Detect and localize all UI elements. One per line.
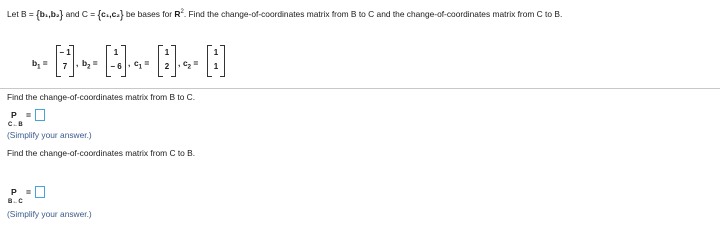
vector-b1-entry-2: 7 <box>62 62 68 71</box>
separator-comma: , <box>178 58 181 68</box>
vector-label-b1: $b_1$ = <box>32 58 48 71</box>
brace-open-icon: { <box>97 9 102 21</box>
part1-equals: = <box>26 110 32 120</box>
basis-b-set: b₁,b₂ <box>39 9 60 19</box>
column-vector-c2 <box>207 45 225 77</box>
vector-label-b2: $b_2$ = <box>82 58 98 71</box>
problem-statement <box>7 8 562 20</box>
brace-open-icon: { <box>36 9 40 21</box>
vector-b2-entry-1: 1 <box>113 48 119 57</box>
real-space-symbol: R <box>174 9 181 19</box>
column-vector-c1 <box>158 45 176 77</box>
vector-c1-entry-2: 2 <box>164 62 170 71</box>
brace-close-icon: } <box>119 9 124 21</box>
separator-comma: , <box>128 58 131 68</box>
part2-answer-input[interactable] <box>35 186 45 198</box>
separator-comma: , <box>76 58 79 68</box>
part2-equals: = <box>26 187 32 197</box>
basis-c-set: c₁,c₂ <box>101 9 120 19</box>
right-bracket-icon <box>69 45 74 77</box>
problem-bases-for: be bases for <box>126 9 173 19</box>
vector-label-c2: $c_2$ = <box>183 58 199 71</box>
part2-p-symbol: P <box>11 187 17 197</box>
brace-close-icon: } <box>59 9 64 21</box>
real-space-exponent: 2 <box>180 9 184 16</box>
problem-suffix: . Find the change-of-coordinates matrix from B to C and the change-of-coordinates matrix from C to B. <box>183 9 563 19</box>
problem-and: and C = <box>65 9 96 19</box>
section-divider <box>0 88 720 89</box>
part1-answer-input[interactable] <box>35 109 45 121</box>
part1-question: Find the change-of-coordinates matrix from B to C. <box>7 92 196 102</box>
part1-p-symbol: P <box>11 110 17 120</box>
problem-prefix: Let B = <box>7 9 34 19</box>
vector-c1-entry-1: 1 <box>164 48 170 57</box>
right-bracket-icon <box>220 45 225 77</box>
vector-c2-entry-2: 1 <box>213 62 219 71</box>
right-bracket-icon <box>121 45 126 77</box>
column-vector-b2 <box>106 45 126 77</box>
part2-subscript: B←C <box>8 199 23 205</box>
vector-label-c1: $c_1$ = <box>134 58 150 71</box>
part1-hint: (Simplify your answer.) <box>7 130 92 140</box>
vector-b2-entry-2: − 6 <box>110 62 122 71</box>
right-bracket-icon <box>171 45 176 77</box>
part2-question: Find the change-of-coordinates matrix from C to B. <box>7 148 196 158</box>
vector-c2-entry-1: 1 <box>213 48 219 57</box>
part1-subscript: C←B <box>8 122 23 128</box>
part2-hint: (Simplify your answer.) <box>7 209 92 219</box>
column-vector-b1 <box>56 45 74 77</box>
vector-b1-entry-1: − 1 <box>59 48 71 57</box>
